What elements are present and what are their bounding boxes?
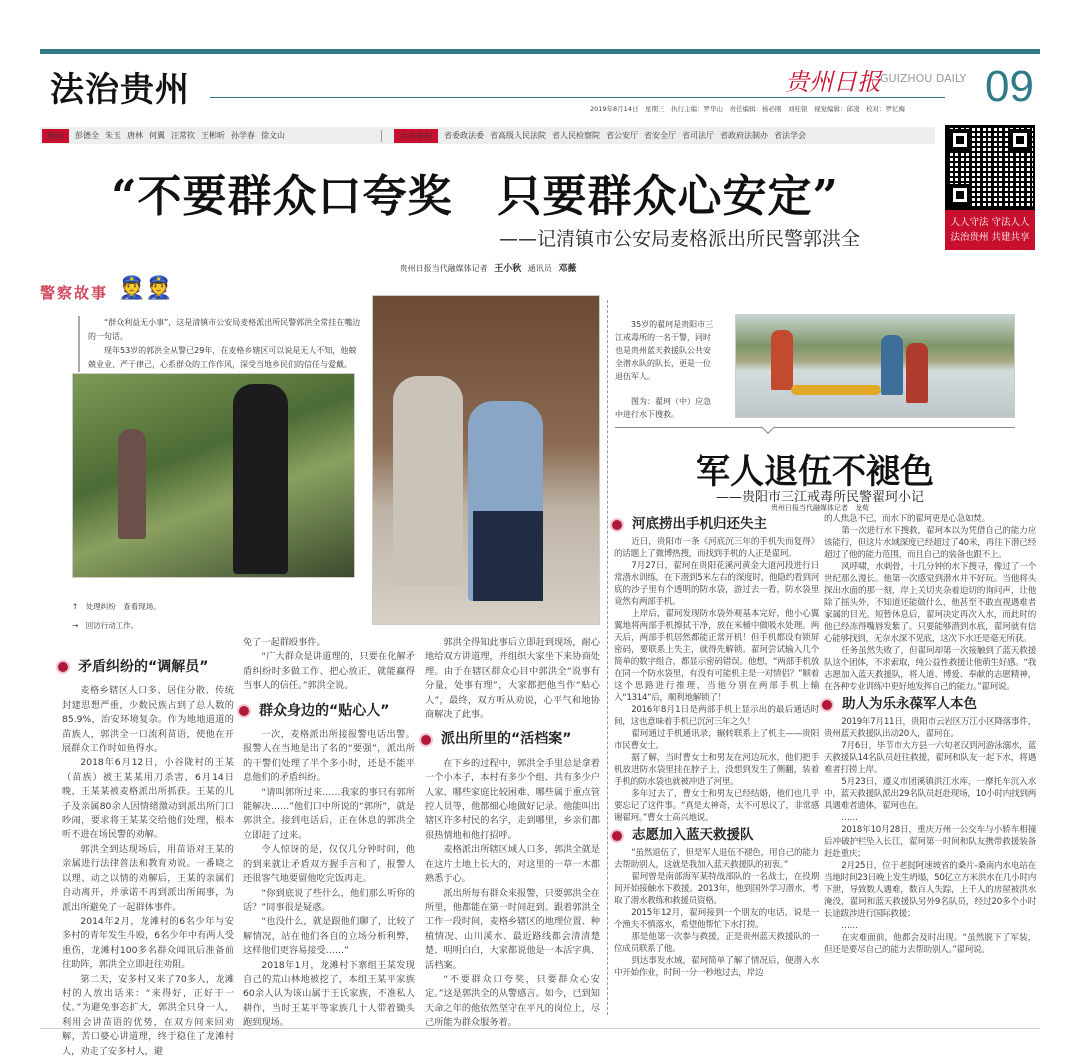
body-para: 翟珂曾是南部海军某特战部队的一名战士，在役期间开始接触水下救援。2013年，他到国外学习潜水，考取了潜水教练和救援员资格。 — [614, 872, 819, 906]
advisor-bar — [40, 127, 935, 144]
photo-river-rescue — [735, 314, 1015, 418]
body-para: 2015年12月，翟珂接到一个朋友的电话，说是一个渔夫不慎落水，希望他帮忙下水打捞。 — [614, 908, 819, 930]
partner-unit: 省政府法制办 — [720, 131, 769, 140]
second-caption: 图为：翟珂（中）应急中进行水下搜救。 — [615, 397, 711, 419]
newspaper-logo-en: GUIZHOU DAILY — [880, 72, 967, 85]
heading-text: 派出所里的“活档案” — [441, 731, 572, 748]
column-divider — [607, 300, 608, 1015]
body-para: 7月6日，毕节市大方县一六旬老汉到河游泳溺水，蓝天救援队14名队员赶往救援，翟珂和队友一起下水，将遇难者打捞上岸。 — [824, 741, 1036, 775]
body-para: 麦格乡辖区人口多、居住分散、传统封建思想严重，少数民族占到了总人数的85.9%，治安环境复杂。作为地地道道的苗族人，郭洪全一口流利苗语，使他在开展群众工作时如鱼得水。 — [62, 685, 234, 755]
body-para: 第二天，安多村又来了70多人，龙滩村的人放出话来：“来得好，正好干一仗。”为避免事态扩大，郭洪全只身一人，利用会讲苗语的优势，在双方间来回劝解，苦口婆心讲道理，终于稳住了龙滩村人，劝走了安多村人，避 — [62, 973, 234, 1057]
body-para: 2018年6月12日，小谷陇村的王某（苗族）被王某某用刀杀害，6月14日晚，王某某被麦格派出所抓获。王某的儿子及亲属80余人因情绪激动到派出所门口吵闹，要求将王某某交给他们处理，根本听不进在场民警的劝解。 — [62, 757, 234, 841]
body-para: “广大群众是讲道理的，只要在化解矛盾纠纷时多做工作、把心放正，就能赢得当事人的信任。”郭洪全说。 — [243, 651, 415, 692]
body-para: 那是他第一次参与救援，正是贵州蓝天救援队的一位成员联系了他。 — [614, 932, 819, 954]
caption: ↑ 处理纠纷 查看现场。 — [72, 602, 161, 611]
body-para: …… — [841, 921, 858, 931]
body-para: 免了一起群殴事件。 — [243, 637, 326, 648]
section-title: 法治贵州 — [50, 70, 190, 110]
partner-unit: 省高级人民法院 — [490, 131, 547, 140]
reporter-name: 王小秋 — [494, 264, 522, 274]
partner-unit: 省人民检察院 — [552, 131, 601, 140]
title-divider — [210, 97, 945, 98]
body-para: “你到底说了些什么，他们那么听你的话？”同事很是疑惑。 — [243, 887, 415, 913]
advisor-name: 彭德全 — [75, 131, 100, 140]
second-column-2 — [824, 513, 1036, 1027]
advisor-name: 朱玉 — [105, 131, 122, 140]
heading-text: 助人为乐永葆军人本色 — [842, 696, 977, 712]
slogan-box — [945, 210, 1035, 250]
byline-prefix: 贵州日报当代融媒体记者 — [399, 264, 488, 273]
photo-field-inspection — [72, 373, 355, 578]
second-subhead: ——贵阳市三江戒毒所民警翟珂小记 — [715, 490, 924, 505]
photo-home-visit — [372, 295, 600, 625]
heading-text: 志愿加入蓝天救援队 — [632, 827, 754, 843]
section-heading — [58, 660, 234, 674]
intro-para: “群众利益无小事”，这是清镇市公安局麦格派出所民警郭洪全常挂在嘴边的一句话。 — [88, 318, 361, 341]
body-para: 在灾难面前，他都会及时出现。“虽然脱下了军装，但还是要尽自己的能力去帮助别人。”翟珂说。 — [824, 933, 1036, 955]
heading-text: 河底捞出手机归还失主 — [632, 516, 767, 532]
second-column-1 — [614, 513, 819, 1027]
body-para: 2018年1月，龙滩村下寨组王某发现自己的荒山林地被挖了，本组王某平家族60余人认为该山属于王氏家族，不准私人耕作，当时王某平等家族几十人带着锄头跑到现场。 — [243, 959, 415, 1029]
heading-text: 群众身边的“贴心人” — [259, 702, 390, 719]
byline-mid: 通讯员 — [527, 264, 552, 273]
partner-unit: 省安全厅 — [644, 131, 677, 140]
photo-captions — [72, 597, 161, 635]
bar-separator — [381, 130, 382, 142]
heading-text: 矛盾纠纷的“调解员” — [78, 659, 209, 675]
body-para: 据了解，当时曹女士和男友在河边玩水，他们把手机放进防水袋里挂在脖子上，没想到发生了侧翻，装着手机的防水袋也就被冲进了河里。 — [614, 753, 819, 787]
body-para: 风呼啸，水刺骨，十几分钟的水下搜寻，像过了一个世纪那么漫长。他第一次感觉到潜水并不好玩。当他将头探出水面的那一刻，岸上关切夹杂着迫切的询问声，让他除了摇头外，不知道还能做什么，他甚至不敢直视遇难者家属的目光。短暂休息后，翟珂决定再次入水，而此时的他已经冻得嘴唇发紫了。只要能够潜到水底，翟珂就有信心能够找到，无奈水深不见底，这次下水还是毫无所获。 — [824, 562, 1036, 644]
bullet-icon — [239, 706, 249, 716]
newspaper-logo: 贵州日报 — [785, 68, 881, 96]
lead-byline — [380, 261, 600, 274]
advisor-label: 顾问 — [42, 129, 69, 143]
body-para: …… — [841, 813, 858, 823]
advisor-name: 王彬昕 — [201, 131, 226, 140]
body-para: 7月27日，翟珂在贵阳花溪河黄金大道河段进行日常潜水训练，在下潜到5米左右的深度时，他隐约看到河底的沙子里有个透明的防水袋，游过去一看，防水袋里竟然有两部手机。 — [614, 561, 819, 607]
bottom-rule — [40, 1028, 1040, 1029]
body-para: 5月23日，遵义市团溪镇洪江水库，一摩托车沉入水中，蓝天救援队派出29名队员赶赴现场，10小时内找到两具遇难者遗体，翟珂也在。 — [824, 777, 1036, 811]
correspondent-name: 邓薇 — [558, 264, 577, 274]
lead-intro — [78, 316, 363, 372]
lead-subhead: ——记清镇市公安局麦格派出所民警郭洪全 — [498, 228, 860, 250]
body-para: 多年过去了，曹女士和男友已经结婚，他们也几乎要忘记了这件事。“真是太神奇，太不可思议了，非常感谢翟珂。”曹女士高兴地说。 — [614, 789, 819, 823]
section-heading — [612, 516, 819, 533]
body-para: 上岸后，翟珂发现防水袋外观基本完好，他小心翼翼地将两部手机擦拭干净，放在米桶中做吸水处理。两天后，两部手机居然都能正常开机！但手机都设有锁屏密码，要联系上失主，就得先解锁。翟珂尝试输入几个简单的数字组合，都显示密码错误。他想，“两部手机放在同一个防水袋里，有没有可能机主是一对情侣？”顺着这个思路进行推理，当他分别在两部手机上输入“1314”后，顺利地解锁了！ — [614, 609, 819, 703]
body-para: 在下乡的过程中，郭洪全手里总是拿着一个小本子，本村有多少个组、共有多少户人家、哪些家庭比较困难、哪些属于重点管控人员等，他都细心地做好记录。他能叫出辖区许多村民的名字，走到哪里，乡亲们都很热情地和他打招呼。 — [425, 757, 600, 841]
partners-label: 合办单位 — [394, 129, 438, 143]
bullet-icon — [421, 735, 431, 745]
intro-para: 现年53岁的郭洪全从警已29年，在麦格乡辖区可以说是无人不知，他兢兢业业、严于律己，心系群众的工作作风，深受当地乡民们的信任与爱戴。 — [88, 346, 357, 369]
section-heading — [612, 827, 819, 844]
body-para: 第一次进行水下搜救，翟珂本以为凭借自己的能力应该能行，但这片水域深度已经超过了40米，再往下潜已经超过了他的能力范围，而且自己的装备也跟不上。 — [824, 526, 1036, 560]
bullet-icon — [58, 662, 68, 672]
caption: → 回访行动工作。 — [72, 621, 139, 630]
body-para: 派出所每有群众来报警，只要郭洪全在所里，他都能在第一时间赶到。跟着郭洪全工作一段时间，麦格乡辖区的地理位置、种植情况、山川溪水、最近路线都会清清楚楚、明明白白，大家都说他是一本活字典、活档案。 — [425, 887, 600, 971]
advisor-name: 孙学春 — [231, 131, 256, 140]
lead-headline: “不要群众口夸奖 只要群众心安定” — [111, 171, 839, 222]
body-para: 到达事发水域，翟珂简单了解了情况后，便潜入水中开始作业，时间一分一秒地过去，岸边 — [614, 956, 819, 978]
body-para: 2016年8月1日是两部手机上显示出的最后通话时间，这也意味着手机已沉河三年之久！ — [614, 705, 819, 727]
advisor-name: 何翼 — [149, 131, 166, 140]
slogan-line: 人人守法 守法人人 — [950, 217, 1030, 228]
top-rule — [40, 49, 1040, 54]
lead-column-2 — [243, 636, 415, 1029]
body-para: “虽然退伍了，但是军人退伍不褪色，用自己的能力去帮助别人，这就是我加入蓝天救援队的初衷。” — [614, 848, 819, 870]
body-para: 2018年10月28日，重庆万州一公交车与小轿车相撞后冲破护栏坠入长江，翟珂第一时间和队友携带救援装备赶赴重庆； — [824, 825, 1036, 859]
bullet-icon — [612, 520, 622, 530]
advisor-name: 唐林 — [127, 131, 144, 140]
body-para: 2019年7月11日，贵阳市云岩区万江小区降落事件，贵州蓝天救援队出动20人，翟珂在。 — [824, 717, 1036, 739]
body-para: 麦格派出所辖区域人口多，郭洪全就是在这片土地上长大的，对这里的一草一木都熟悉于心。 — [425, 844, 600, 885]
bullet-icon — [612, 831, 622, 841]
section-heading — [421, 732, 600, 746]
page-number: 09 — [985, 62, 1034, 111]
story-divider — [615, 427, 1015, 428]
body-para: 郭洪全到达现场后，用苗语对王某的亲属进行法律普法和教育劝说。一番晓之以理、动之以情的劝解后，王某的亲属们自动离开，并承诺不再到派出所闹事，为派出所避免了一起群体事件。 — [62, 843, 234, 913]
lead-column-1 — [62, 650, 234, 1057]
second-byline: 贵州日报当代融媒体记者 龙荀 — [771, 504, 869, 512]
partner-unit: 省法学会 — [774, 131, 807, 140]
second-headline: 军人退伍不褪色 — [696, 452, 934, 492]
section-heading — [822, 696, 1036, 713]
qr-code — [945, 125, 1035, 210]
advisor-name: 徐文山 — [261, 131, 286, 140]
police-cartoon-icon: 👮👮 — [118, 276, 173, 301]
body-para: “不要群众口夸奖，只要群众心安定。”这是郭洪全的从警感言。如今，已到知天命之年的他依然坚守在平凡的岗位上，尽己所能为群众服务着。 — [425, 973, 600, 1029]
partner-unit: 省公安厅 — [606, 131, 639, 140]
body-para: 2014年2月，龙滩村的6名少年与安多村的青年发生斗殴，6名少年中有两人受重伤，龙滩村100多名群众闻讯后准备前往助阵，郭洪全立即赶往劝阻。 — [62, 915, 234, 971]
body-para: 任务虽然失败了，但翟珂却第一次接触到了蓝天救援队这个团体，不求索取，纯公益性救援让他萌生好感。“我志愿加入蓝天救援队，将人道、博爱、奉献的志愿精神，在各种专业训练中更好地发挥自己的能力。”翟珂说。 — [824, 646, 1036, 692]
slogan-line: 法治贵州 共建共享 — [950, 232, 1030, 243]
partner-unit: 省委政法委 — [444, 131, 485, 140]
section-heading — [239, 704, 415, 718]
advisor-name: 汪常钦 — [171, 131, 196, 140]
body-para: 的人焦急不已，而水下的翟珂更是心急如焚。 — [824, 514, 990, 524]
body-para: 2月25日，位于老挝阿速坡省的桑片-桑南内水电站在当地时间23日晚上发生坍塌，50亿立方米洪水在几小时内下泄，导致数人遇难，数百人失踪，上千人的房屋被洪水淹没，翟珂和蓝天救援队另外9名队员，经过20多个小时长途跋涉进行国际救援； — [824, 861, 1036, 919]
column-tag: 警察故事 — [40, 284, 109, 302]
body-para: 一次，麦格派出所接报警电话出警。报警人在当地是出了名的“要强”，派出所的干警们处理了半个多小时，还是不能平息他们的矛盾纠纷。 — [243, 729, 415, 784]
second-intro: 35岁的翟珂是贵阳市三江戒毒所的一名干警，同时也是贵州蓝天救援队公共安全潜水队的队长，更是一位退伍军人。 — [615, 320, 714, 381]
body-para: 郭洪全得知此事后立即赶到现场，耐心地给双方讲道理，并组织大家坐下来协商处理。由于在辖区群众心目中郭洪全“说事有分量，处事有理”，大家都把他当作“贴心人”，最终，双方听从劝说，心平气和地协商解决了此事。 — [425, 637, 600, 721]
body-para: 令人惊讶的是，仅仅几分钟时间，他的到来就让矛盾双方握手言和了，报警人还很客气地要留他吃完饭再走。 — [243, 844, 415, 885]
bullet-icon — [822, 700, 832, 710]
partner-unit: 省司法厅 — [682, 131, 715, 140]
dateline: 2019年8月14日 星期三 执行主编：罗华山 责任编辑：杨必刚 刘桂银 视觉编辑：邱凌 校对：罗忆梅 — [590, 105, 905, 113]
body-para: “也没什么，就是跟他们聊了，比较了解情况，站在他们各自的立场分析利弊，这样他们更容易接受……” — [243, 916, 415, 957]
body-para: “请叫郭所过来……我家的事只有郭所能解决……”他们口中所说的“郭所”，就是郭洪全。接到电话后，正在休息的郭洪全立即赶了过来。 — [243, 786, 415, 841]
lead-column-3 — [425, 636, 600, 1029]
divider-notch — [761, 420, 775, 434]
body-para: 近日，贵阳市一条《河底沉三年的手机失而复得》的话题上了微博热搜，而找到手机的人正是翟珂。 — [614, 537, 819, 559]
body-para: 翟珂通过手机通讯录，辗转联系上了机主——贵阳市民曹女士。 — [614, 729, 819, 751]
